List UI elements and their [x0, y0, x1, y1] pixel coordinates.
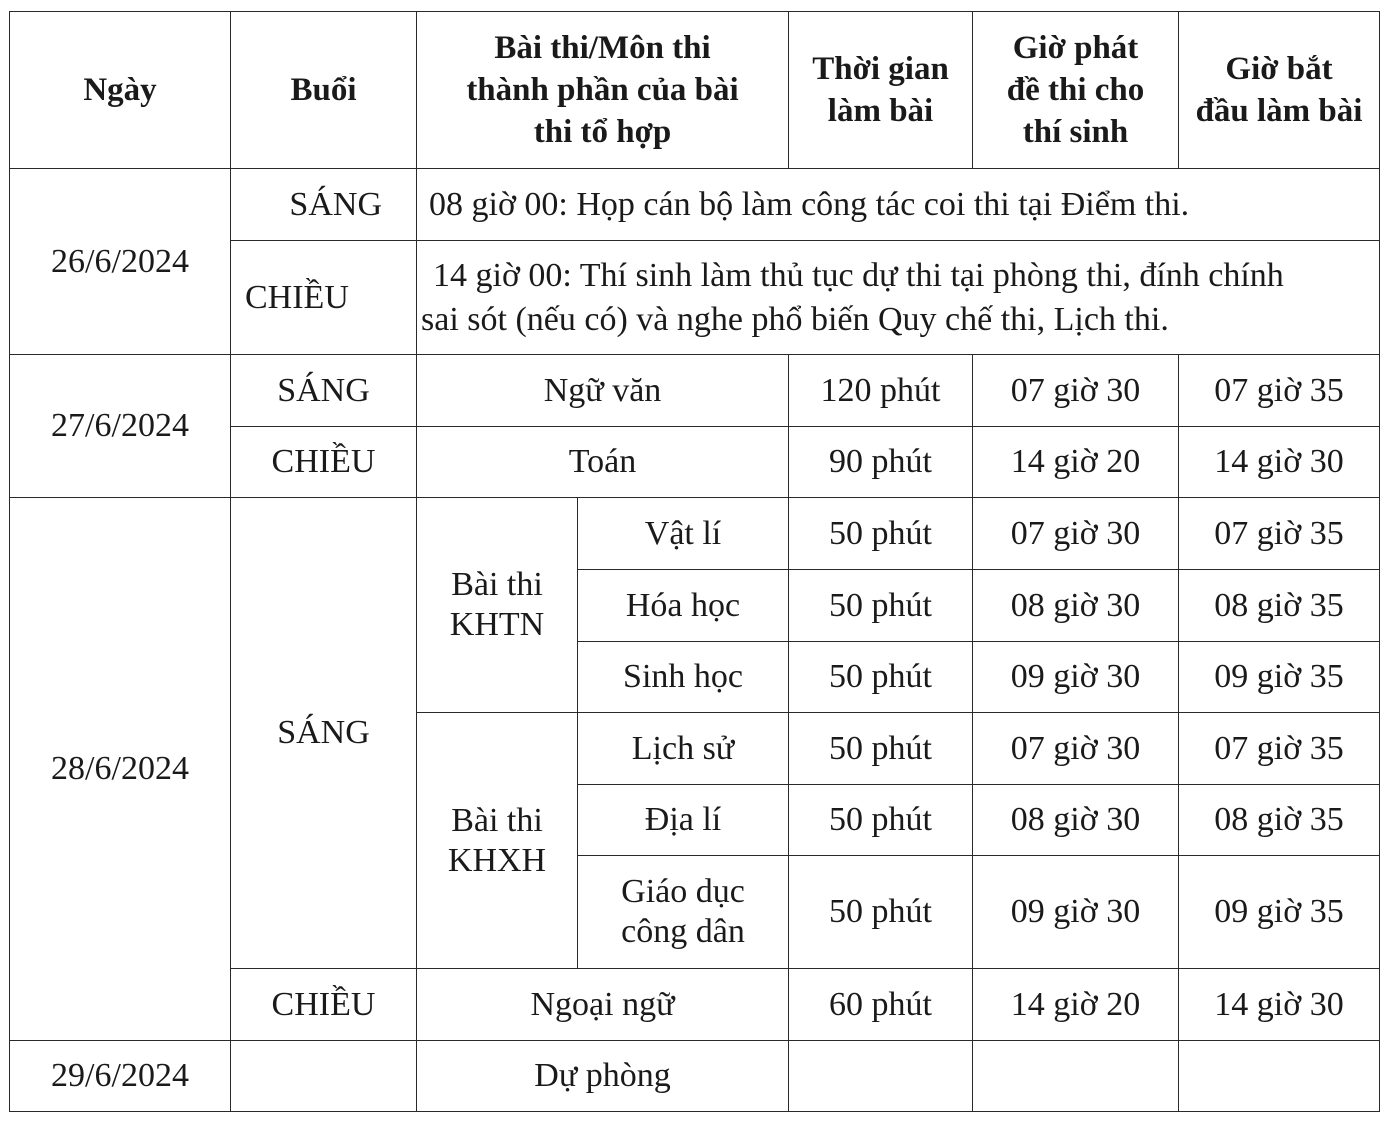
header-gio-phat: Giờ phát đề thi cho thí sinh: [973, 12, 1179, 169]
exam-schedule-table: [9, 11, 1380, 1112]
distribute-time-cell: 09 giờ 30: [973, 642, 1179, 713]
duration-cell: 50 phút: [789, 498, 973, 570]
subject-cell: Ngữ văn: [417, 355, 789, 427]
subject-cell: Toán: [417, 427, 789, 498]
date-cell: 27/6/2024: [10, 355, 231, 498]
header-buoi: Buổi: [231, 12, 417, 169]
header-gio-bat-dau: Giờ bắt đầu làm bài: [1179, 12, 1380, 169]
start-time-cell: 14 giờ 30: [1179, 427, 1380, 498]
table-row: [10, 498, 1380, 570]
distribute-time-cell: 08 giờ 30: [973, 570, 1179, 642]
duration-cell: 90 phút: [789, 427, 973, 498]
start-time-cell: 14 giờ 30: [1179, 969, 1380, 1041]
duration-cell: [789, 1041, 973, 1112]
subject-cell: Địa lí: [578, 785, 789, 856]
note-cell: 14 giờ 00: Thí sinh làm thủ tục dự thi tại phòng thi, đính chính sai sót (nếu có) và nghe phổ biến Quy chế thi, Lịch thi.: [417, 241, 1380, 355]
table-row: [10, 169, 1380, 241]
distribute-time-cell: 14 giờ 20: [973, 969, 1179, 1041]
session-cell: SÁNG: [231, 498, 417, 969]
start-time-cell: 08 giờ 35: [1179, 570, 1380, 642]
subject-cell: Dự phòng: [417, 1041, 789, 1112]
start-time-cell: [1179, 1041, 1380, 1112]
header-ngay: Ngày: [10, 12, 231, 169]
session-cell: CHIỀU: [231, 427, 417, 498]
distribute-time-cell: 07 giờ 30: [973, 355, 1179, 427]
duration-cell: 50 phút: [789, 785, 973, 856]
start-time-cell: 07 giờ 35: [1179, 713, 1380, 785]
subject-cell: Sinh học: [578, 642, 789, 713]
subject-cell: Lịch sử: [578, 713, 789, 785]
start-time-cell: 09 giờ 35: [1179, 642, 1380, 713]
header-thoi-gian: Thời gian làm bài: [789, 12, 973, 169]
date-cell: 26/6/2024: [10, 169, 231, 355]
table-row: [10, 355, 1380, 427]
table-row: [10, 1041, 1380, 1112]
subject-cell: Vật lí: [578, 498, 789, 570]
distribute-time-cell: [973, 1041, 1179, 1112]
session-cell: [231, 1041, 417, 1112]
session-cell: CHIỀU: [231, 969, 417, 1041]
session-cell: SÁNG: [231, 355, 417, 427]
start-time-cell: 07 giờ 35: [1179, 498, 1380, 570]
distribute-time-cell: 07 giờ 30: [973, 498, 1179, 570]
group-khxh-cell: Bài thi KHXH: [417, 713, 578, 969]
duration-cell: 50 phút: [789, 856, 973, 969]
duration-cell: 50 phút: [789, 713, 973, 785]
subject-cell: Hóa học: [578, 570, 789, 642]
distribute-time-cell: 08 giờ 30: [973, 785, 1179, 856]
distribute-time-cell: 09 giờ 30: [973, 856, 1179, 969]
duration-cell: 60 phút: [789, 969, 973, 1041]
header-row: [10, 12, 1380, 169]
note-cell: 08 giờ 00: Họp cán bộ làm công tác coi thi tại Điểm thi.: [417, 169, 1380, 241]
subject-cell: Giáo dục công dân: [578, 856, 789, 969]
group-khtn-cell: Bài thi KHTN: [417, 498, 578, 713]
start-time-cell: 09 giờ 35: [1179, 856, 1380, 969]
duration-cell: 120 phút: [789, 355, 973, 427]
session-cell: CHIỀU: [231, 241, 417, 355]
subject-cell: Ngoại ngữ: [417, 969, 789, 1041]
duration-cell: 50 phút: [789, 570, 973, 642]
date-cell: 28/6/2024: [10, 498, 231, 1041]
distribute-time-cell: 14 giờ 20: [973, 427, 1179, 498]
start-time-cell: 07 giờ 35: [1179, 355, 1380, 427]
session-cell: SÁNG: [231, 169, 417, 241]
distribute-time-cell: 07 giờ 30: [973, 713, 1179, 785]
date-cell: 29/6/2024: [10, 1041, 231, 1112]
header-bai-thi: Bài thi/Môn thi thành phần của bài thi tổ hợp: [417, 12, 789, 169]
duration-cell: 50 phút: [789, 642, 973, 713]
start-time-cell: 08 giờ 35: [1179, 785, 1380, 856]
